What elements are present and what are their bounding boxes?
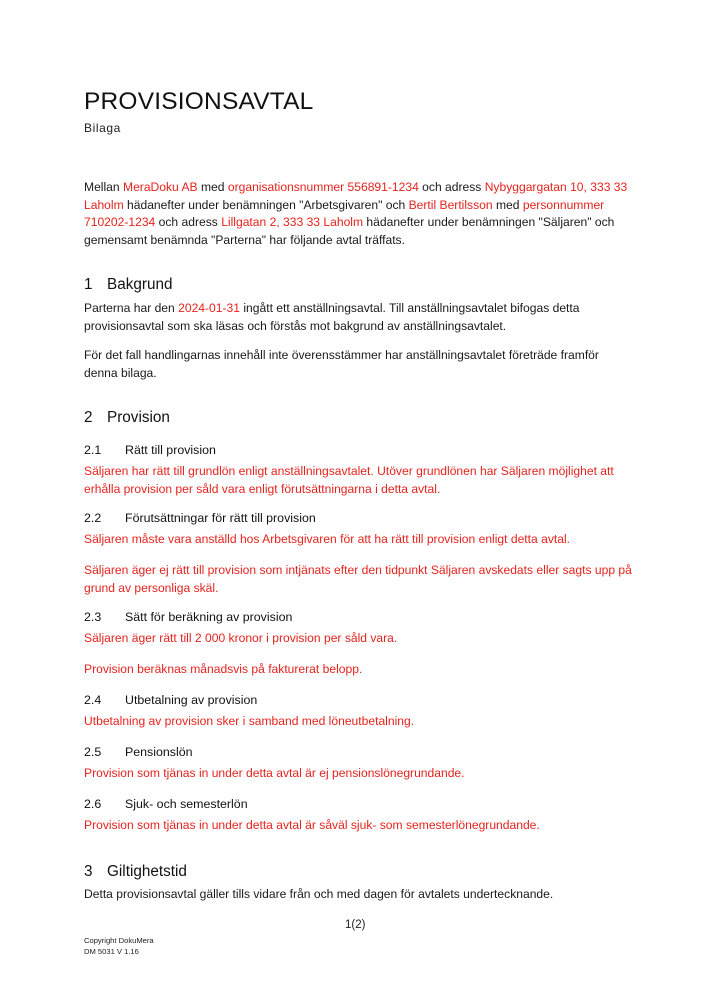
section-title: Giltighetstid: [107, 863, 187, 880]
giltighetstid-paragraph: Detta provisionsavtal gäller tills vidare från och med dagen för avtalets undertecknande.: [84, 887, 554, 901]
employer-address: Nybyggargatan 10, 333 33 Laholm: [84, 180, 628, 212]
section-heading-bakgrund: [84, 276, 172, 294]
subsection-heading-2-5: [84, 745, 193, 759]
subsection-heading-2-4: [84, 693, 257, 707]
section-number: 2: [84, 409, 93, 426]
subsection-number: 2.1: [84, 443, 102, 457]
footer-copyright: Copyright DokuMera: [84, 936, 154, 945]
subsection-2-3-text-2: Provision beräknas månadsvis på fakturerat belopp.: [84, 662, 363, 676]
subsection-2-2-text-2: Säljaren äger ej rätt till provision som intjänats efter den tidpunkt Säljaren avskedats eller sagts upp på grund av personliga skäl.: [84, 563, 632, 595]
document-subtitle: Bilaga: [84, 121, 121, 135]
agreement-date: 2024-01-31: [178, 301, 240, 315]
subsection-2-5-text: Provision som tjänas in under detta avtal är ej pensionslönegrundande.: [84, 766, 465, 780]
subsection-heading-2-2: [84, 511, 316, 525]
intro-text: hädanefter under benämningen "Säljaren" och gemensamt benämnda "Parterna" har följande avtal träffats.: [84, 215, 615, 247]
subsection-heading-2-6: [84, 797, 248, 811]
intro-text: och adress: [155, 215, 222, 229]
section-number: 1: [84, 276, 93, 293]
subsection-title: Sätt för beräkning av provision: [125, 610, 293, 624]
subsection-title: Utbetalning av provision: [125, 693, 258, 707]
paragraph-text: Parterna har den: [84, 301, 179, 315]
bakgrund-paragraph-2: För det fall handlingarnas innehåll inte överensstämmer har anställningsavtalet företräde framför denna bilaga.: [84, 348, 599, 380]
subsection-2-1-text: Säljaren har rätt till grundlön enligt anställningsavtalet. Utöver grundlönen har Säljaren möjlighet att erhålla provision per såld vara enligt förutsättningarna i detta avtal.: [84, 464, 614, 496]
subsection-title: Förutsättningar för rätt till provision: [125, 511, 316, 525]
section-heading-provision: [84, 409, 170, 427]
subsection-2-4-text: Utbetalning av provision sker i samband med löneutbetalning.: [84, 714, 415, 728]
page-number: 1(2): [345, 919, 366, 931]
intro-text: Mellan: [84, 180, 123, 194]
intro-text: hädanefter under benämningen "Arbetsgivaren" och: [123, 197, 409, 212]
personal-number: personnummer 710202-1234: [84, 197, 605, 229]
section-title: Bakgrund: [107, 276, 173, 293]
section-title: Provision: [107, 409, 170, 426]
document-title: PROVISIONSAVTAL: [84, 88, 314, 115]
subsection-number: 2.6: [84, 797, 102, 811]
subsection-number: 2.3: [84, 610, 102, 624]
paragraph-text: ingått ett anställningsavtal. Till anställningsavtalet bifogas detta provisionsavtal som ska läsas och förstås mot bakgrund av anställningsavtalet.: [84, 301, 580, 333]
subsection-number: 2.4: [84, 693, 102, 707]
subsection-title: Rätt till provision: [125, 443, 216, 457]
intro-text: med: [197, 180, 228, 194]
footer-version: DM 5031 V 1.16: [84, 947, 139, 956]
intro-paragraph: [84, 179, 632, 249]
intro-text: och adress: [418, 180, 485, 194]
subsection-number: 2.5: [84, 745, 102, 759]
subsection-title: Sjuk- och semesterlön: [125, 797, 248, 811]
subsection-number: 2.2: [84, 511, 102, 525]
subsection-title: Pensionslön: [125, 745, 193, 759]
subsection-heading-2-1: [84, 443, 216, 457]
subsection-2-6-text: Provision som tjänas in under detta avtal är såväl sjuk- som semesterlönegrundande.: [84, 818, 540, 832]
subsection-2-2-text-1: Säljaren måste vara anställd hos Arbetsgivaren för att ha rätt till provision enligt detta avtal.: [84, 532, 571, 546]
intro-text: med: [492, 197, 523, 212]
subsection-heading-2-3: [84, 610, 292, 624]
section-heading-giltighetstid: [84, 863, 187, 881]
subsection-2-3-text-1: Säljaren äger rätt till 2 000 kronor i provision per såld vara.: [84, 631, 398, 645]
org-number: organisationsnummer 556891-1234: [227, 180, 419, 194]
bakgrund-paragraph-1: [84, 300, 632, 335]
section-number: 3: [84, 863, 93, 880]
employee-address: Lillgatan 2, 333 33 Laholm: [221, 215, 364, 229]
employee-name: Bertil Bertilsson: [408, 197, 493, 212]
company-name: MeraDoku AB: [123, 180, 198, 194]
